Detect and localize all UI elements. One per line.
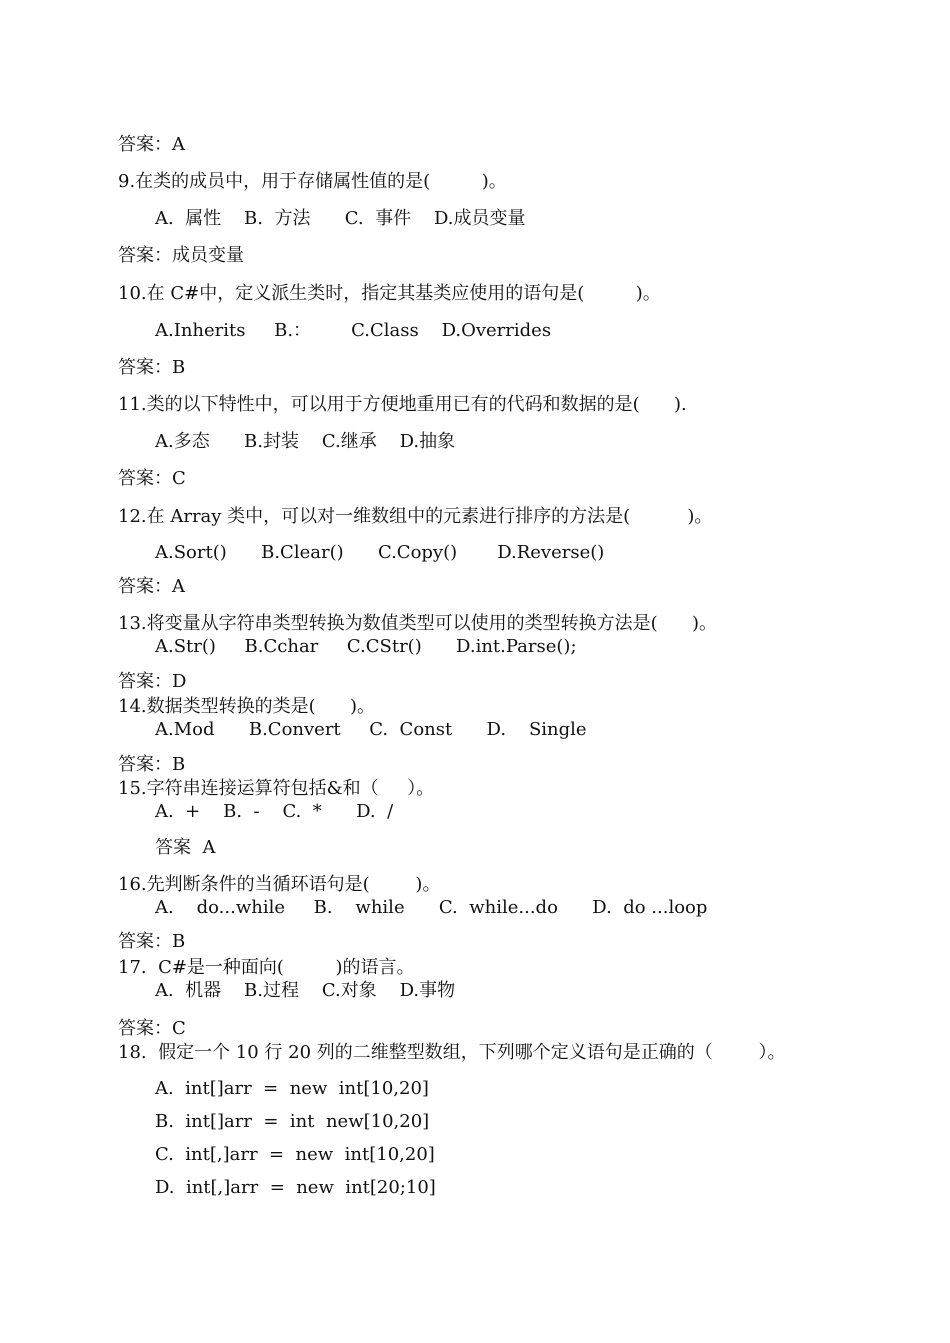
question-18-option-b: B. int[]arr = int new[10,20] — [155, 1111, 430, 1132]
question-15-options: A. + B. - C. * D. / — [155, 801, 394, 822]
answer-line: 答案：B — [118, 754, 186, 775]
question-16-options: A. do...while B. while C. while...do D. do ...loop — [155, 897, 708, 918]
question-9-options: A. 属性 B. 方法 C. 事件 D.成员变量 — [155, 208, 526, 229]
question-14-options: A.Mod B.Convert C. Const D. Single — [155, 719, 587, 740]
question-18-option-a: A. int[]arr = new int[10,20] — [155, 1078, 429, 1099]
question-13: 13.将变量从字符串类型转换为数值类型可以使用的类型转换方法是( )。 — [118, 613, 717, 634]
answer-line: 答案：D — [118, 671, 187, 692]
question-14: 14.数据类型转换的类是( )。 — [118, 696, 375, 717]
answer-line: 答案：成员变量 — [118, 245, 244, 266]
answer-line: 答案：C — [118, 1018, 186, 1039]
question-11-options: A.多态 B.封装 C.继承 D.抽象 — [155, 431, 456, 452]
question-18-option-d: D. int[,]arr = new int[20;10] — [155, 1177, 436, 1198]
question-13-options: A.Str() B.Cchar C.CStr() D.int.Parse(); — [155, 636, 577, 657]
question-9: 9.在类的成员中，用于存储属性值的是( )。 — [118, 171, 507, 192]
question-12-options: A.Sort() B.Clear() C.Copy() D.Reverse() — [155, 542, 605, 563]
question-16: 16.先判断条件的当循环语句是( )。 — [118, 874, 441, 895]
question-11: 11.类的以下特性中，可以用于方便地重用已有的代码和数据的是( ). — [118, 394, 687, 415]
question-10: 10.在 C#中，定义派生类时，指定其基类应使用的语句是( )。 — [118, 283, 661, 304]
question-17: 17. C#是一种面向( )的语言。 — [118, 957, 415, 978]
question-12: 12.在 Array 类中，可以对一维数组中的元素进行排序的方法是( )。 — [118, 506, 713, 527]
question-10-options: A.Inherits B.： C.Class D.Overrides — [155, 320, 552, 341]
question-18: 18. 假定一个 10 行 20 列的二维整型数组，下列哪个定义语句是正确的（ ）。 — [118, 1042, 786, 1063]
answer-line: 答案：A — [118, 576, 185, 597]
question-17-options: A. 机器 B.过程 C.对象 D.事物 — [155, 980, 456, 1001]
answer-line: 答案：C — [118, 468, 186, 489]
answer-line: 答案 A — [155, 837, 216, 858]
question-18-option-c: C. int[,]arr = new int[10,20] — [155, 1144, 435, 1165]
answer-line: 答案：B — [118, 357, 186, 378]
answer-line: 答案：B — [118, 931, 186, 952]
question-15: 15.字符串连接运算符包括&和（ ）。 — [118, 778, 435, 799]
answer-line: 答案：A — [118, 134, 185, 155]
